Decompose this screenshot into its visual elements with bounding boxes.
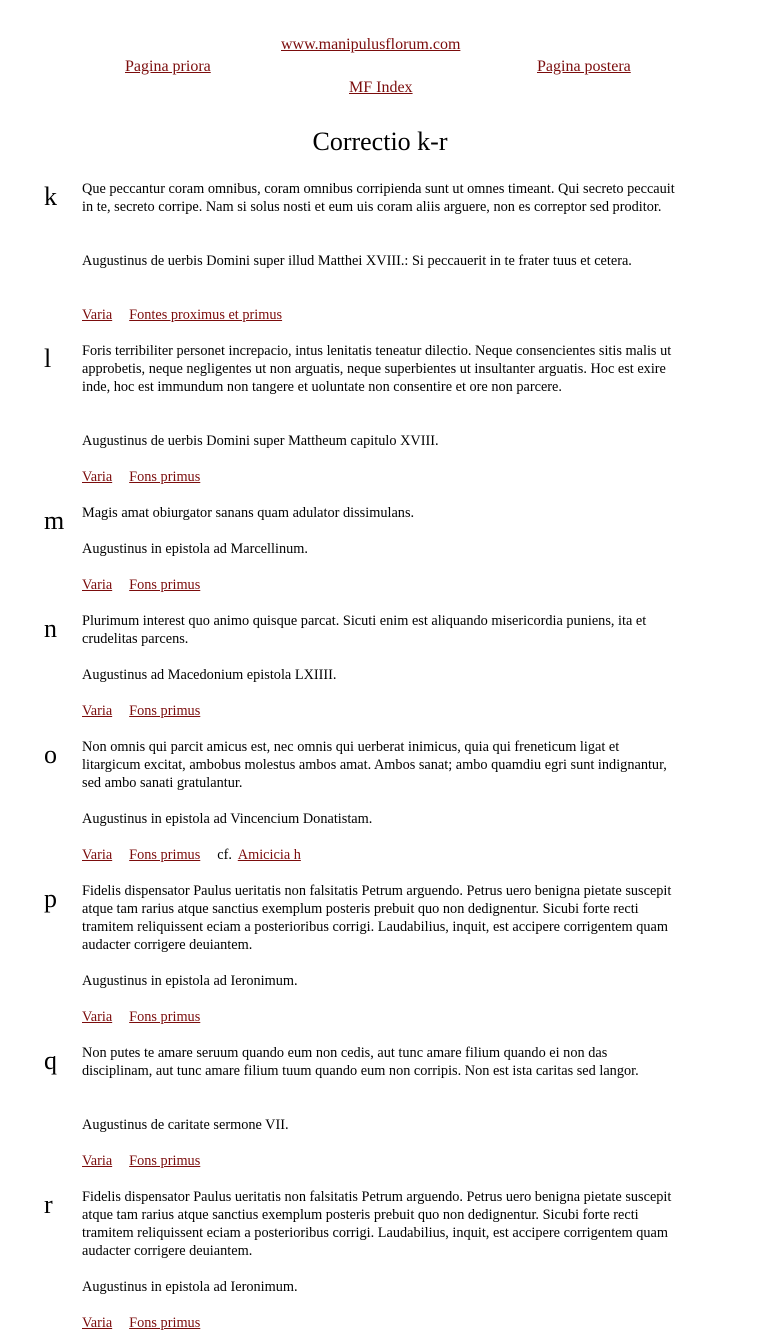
- entry-links: [82, 306, 299, 324]
- entry-links: [82, 576, 217, 594]
- entry-quote: Magis amat obiurgator sanans quam adulator dissimulans.: [82, 505, 415, 521]
- entry-letter: k: [44, 182, 57, 211]
- entry-links: [82, 846, 318, 864]
- entry-quote: Fidelis dispensator Paulus ueritatis non falsitatis Petrum arguendo. Petrus uero benigna pietate suscepit atque tam rarius atque sanctius exemplum posteris prebuit quo non dedignentur. Sicubi forte recti tramitem reliquissent eciam a posterioribus corrigi. Laudabilius, inquit, est accipere corrigentem quam audacter corrigere deuiantem.: [82, 1189, 672, 1259]
- entry-links: [82, 702, 217, 720]
- entry-letter: l: [44, 344, 52, 373]
- entry-letter: p: [44, 884, 57, 913]
- entry-quote: Non putes te amare seruum quando eum non cedis, aut tunc amare filium quando ei non das disciplinam, aut tunc amare filium tuum quando eum non corripis. Non est ista caritas sed langor.: [82, 1045, 639, 1079]
- varia-link[interactable]: Varia: [82, 1009, 113, 1025]
- entry-links: [82, 1008, 217, 1026]
- page-title: Correctio k-r: [312, 127, 448, 156]
- fons-link[interactable]: Fons primus: [129, 1315, 201, 1331]
- varia-link[interactable]: Varia: [82, 307, 113, 323]
- entry-links: [82, 1152, 217, 1170]
- varia-link[interactable]: Varia: [82, 577, 113, 593]
- varia-link[interactable]: Varia: [82, 703, 113, 719]
- entry-letter: m: [44, 506, 65, 535]
- entry-quote: Que peccantur coram omnibus, coram omnibus corripienda sunt ut omnes timeant. Qui secreto peccauit in te, secreto corripe. Nam si solus nosti et eum uis coram aliis arguere, non es correptor sed proditor.: [82, 181, 675, 215]
- entry-quote: Foris terribiliter personet increpacio, intus lenitatis teneatur dilectio. Neque consencientes sitis malis ut approbetis, neque negligentes ut non arguatis, neque superbientes ut insultanter arguatis. Hoc est exire inde, hoc est immundum non tangere et uoluntate non consentire et ore non parcere.: [82, 343, 672, 395]
- entry-letter: o: [44, 740, 57, 769]
- fons-link[interactable]: Fons primus: [129, 469, 201, 485]
- cf-label: cf.: [217, 847, 232, 863]
- site-link[interactable]: www.manipulusflorum.com: [281, 36, 461, 53]
- prev-page-link[interactable]: Pagina priora: [125, 58, 211, 75]
- entry-source: Augustinus in epistola ad Vincencium Donatistam.: [82, 811, 373, 827]
- fons-link[interactable]: Fons primus: [129, 577, 201, 593]
- entry-source: Augustinus ad Macedonium epistola LXIIII.: [82, 667, 337, 683]
- varia-link[interactable]: Varia: [82, 469, 113, 485]
- varia-link[interactable]: Varia: [82, 1315, 113, 1331]
- entry-letter: r: [44, 1190, 53, 1219]
- entry-letter: n: [44, 614, 57, 643]
- entry-links: [82, 1314, 217, 1332]
- entry-source: Augustinus de uerbis Domini super Mattheum capitulo XVIII.: [82, 433, 439, 449]
- cf-link[interactable]: Amicicia h: [237, 847, 301, 863]
- entry-links: [82, 468, 217, 486]
- fons-link[interactable]: Fons primus: [129, 703, 201, 719]
- varia-link[interactable]: Varia: [82, 847, 113, 863]
- entry-source: Augustinus in epistola ad Marcellinum.: [82, 541, 308, 557]
- fons-link[interactable]: Fons primus: [129, 1009, 201, 1025]
- varia-link[interactable]: Varia: [82, 1153, 113, 1169]
- entry-quote: Fidelis dispensator Paulus ueritatis non falsitatis Petrum arguendo. Petrus uero benigna pietate suscepit atque tam rarius atque sanctius exemplum posteris prebuit quo non dedignentur. Sicubi forte recti tramitem reliquissent eciam a posterioribus corrigi. Laudabilius, inquit, est accipere corrigentem quam audacter corrigere deuiantem.: [82, 883, 672, 953]
- entry-source: Augustinus in epistola ad Ieronimum.: [82, 1279, 298, 1295]
- fons-link[interactable]: Fons primus: [129, 1153, 201, 1169]
- entry-letter: q: [44, 1046, 57, 1075]
- entry-source: Augustinus in epistola ad Ieronimum.: [82, 973, 298, 989]
- fons-link[interactable]: Fons primus: [129, 847, 201, 863]
- entry-quote: Non omnis qui parcit amicus est, nec omnis qui uerberat inimicus, quia qui freneticum ligat et litargicum excitat, ambobus molestus ambos amat. Ambos sanat; ambo quamdiu egri sunt indignantur, sed ambo sanati gratulantur.: [82, 739, 667, 791]
- entry-quote: Plurimum interest quo animo quisque parcat. Sicuti enim est aliquando misericordia puniens, ita et crudelitas parcens.: [82, 613, 647, 647]
- entry-source: Augustinus de caritate sermone VII.: [82, 1117, 289, 1133]
- next-page-link[interactable]: Pagina postera: [537, 58, 631, 75]
- index-link[interactable]: MF Index: [349, 79, 413, 96]
- entry-source: Augustinus de uerbis Domini super illud Matthei XVIII.: Si peccauerit in te frater tuus et cetera.: [82, 253, 632, 269]
- fons-link[interactable]: Fontes proximus et primus: [129, 307, 283, 323]
